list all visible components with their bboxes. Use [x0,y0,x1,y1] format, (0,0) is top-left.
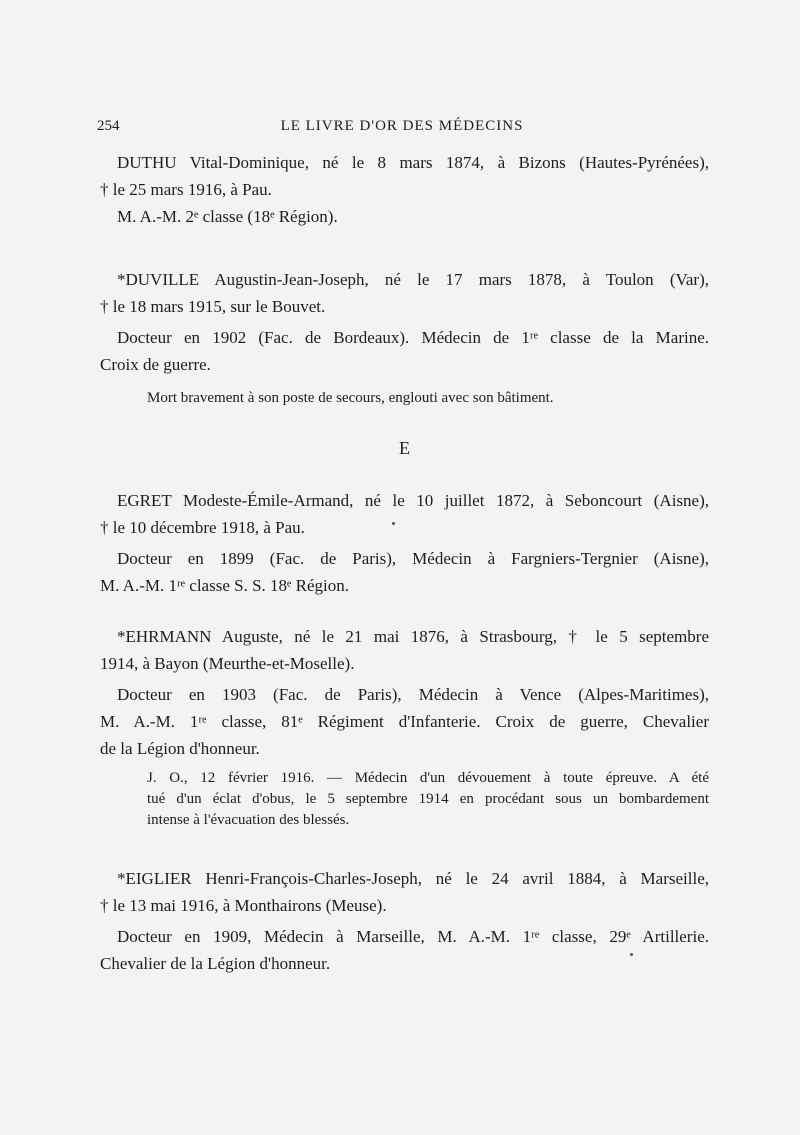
citation-line: intense à l'évacuation des blessés. [147,812,350,828]
entry-line: M. A.-M. 1ʳᵉ classe S. S. 18ᵉ Région. [100,576,349,595]
entries-list [100,149,709,1001]
entry-line: 1914, à Bayon (Meurthe-et-Moselle). [100,654,355,673]
running-head: LE LIVRE D'OR DES MÉDECINS [280,118,524,134]
entry-egret [100,487,709,599]
page-header [97,118,707,142]
entry-ehrmann [100,623,709,831]
entry-line: † le 13 mai 1916, à Monthairons (Meuse). [100,896,387,915]
ink-speck [392,522,395,525]
entry-line: Docteur en 1909, Médecin à Marseille, M. A.-M. 1ʳᵉ classe, 29ᵉ Artillerie. [117,927,709,946]
ink-speck [630,953,633,956]
entry-line: *EIGLIER Henri-François-Charles-Joseph, né le 24 avril 1884, à Marseille, [117,869,709,888]
entry-line: M. A.-M. 1ʳᵉ classe, 81ᵉ Régiment d'Infanterie. Croix de guerre, Chevalier [100,712,709,731]
page-number: 254 [97,118,120,134]
section-letter: E [399,438,410,458]
entry-line: EGRET Modeste-Émile-Armand, né le 10 juillet 1872, à Seboncourt (Aisne), [117,491,709,510]
entry-line: Docteur en 1903 (Fac. de Paris), Médecin à Vence (Alpes-Maritimes), [117,685,709,704]
entry-line: Docteur en 1902 (Fac. de Bordeaux). Médecin de 1ʳᵉ classe de la Marine. [117,328,709,347]
entry-duville [100,266,709,408]
entry-line: M. A.-M. 2ᵉ classe (18ᵉ Région). [117,207,338,226]
citation: Mort bravement à son poste de secours, englouti avec son bâtiment. [147,390,554,406]
entry-line: † le 18 mars 1915, sur le Bouvet. [100,297,326,316]
citation-line: tué d'un éclat d'obus, le 5 septembre 1914 en procédant sous un bombardement [147,791,709,807]
entry-line: † le 10 décembre 1918, à Pau. [100,518,305,537]
citation-line: J. O., 12 février 1916. — Médecin d'un dévouement à toute épreuve. A été [147,770,709,786]
entry-line: *EHRMANN Auguste, né le 21 mai 1876, à Strasbourg, † le 5 septembre [117,627,709,646]
citation [100,768,709,831]
entry-line: DUTHU Vital-Dominique, né le 8 mars 1874, à Bizons (Hautes-Pyrénées), [117,153,709,172]
entry-line: Chevalier de la Légion d'honneur. [100,954,331,973]
entry-line: Croix de guerre. [100,355,211,374]
entry-line: Docteur en 1899 (Fac. de Paris), Médecin à Fargniers-Tergnier (Aisne), [117,549,709,568]
entry-line: *DUVILLE Augustin-Jean-Joseph, né le 17 mars 1878, à Toulon (Var), [117,270,709,289]
entry-line: de la Légion d'honneur. [100,739,260,758]
entry-eiglier [100,865,709,977]
entry-line: † le 25 mars 1916, à Pau. [100,180,272,199]
entry-duthu [100,149,709,230]
